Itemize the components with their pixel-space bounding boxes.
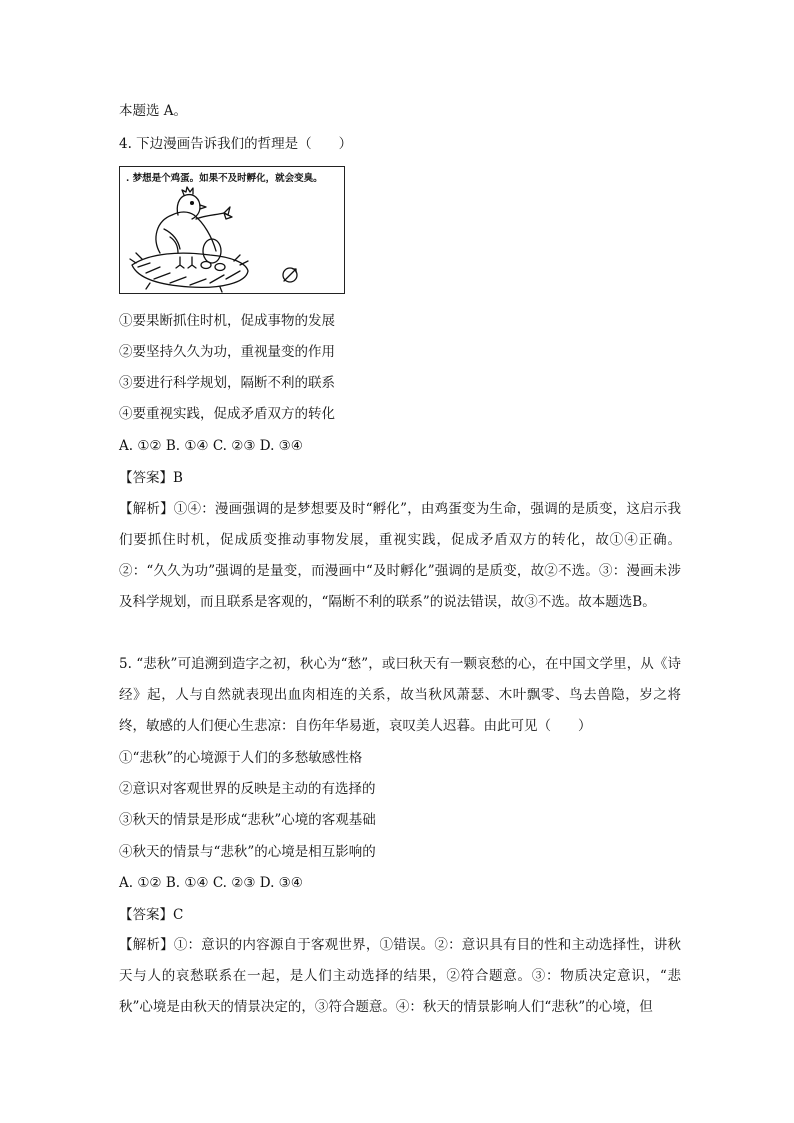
q4-answer: 【答案】B [119,470,183,486]
q4-option-2: ②要坚持久久为功，重视量变的作用 [119,344,335,360]
q4-option-1: ①要果断抓住时机，促成事物的发展 [119,313,335,329]
cartoon-figure [119,166,345,294]
cartoon-caption: . 梦想是个鸡蛋。如果不及时孵化，就会变臭。 [126,173,323,184]
hen-on-nest-illustration [120,167,346,295]
q5-option-3: ③秋天的情景是形成“悲秋”心境的客观基础 [119,812,376,828]
q5-option-2: ②意识对客观世界的反映是主动的有选择的 [119,781,376,797]
question-5-stem: 5. “悲秋”可追溯到造字之初，秋心为“愁”，或曰秋天有一颗哀愁的心，在中国文学里，从《诗经》起，人与自然就表现出血肉相连的关系，故当秋风萧瑟、木叶飘零、鸟去兽隐，岁之将终，敏感的人们便心生悲凉：自伤年华易逝，哀叹美人迟暮。由此可见（ ） [119,656,681,734]
question-4-stem: 4. 下边漫画告诉我们的哲理是（ ） [119,136,353,152]
q4-option-3: ③要进行科学规划，隔断不利的联系 [119,375,335,391]
q5-option-1: ①“悲秋”的心境源于人们的多愁敏感性格 [119,750,363,766]
q5-option-4: ④秋天的情景与“悲秋”的心境是相互影响的 [119,844,376,860]
previous-conclusion: 本题选 A。 [119,103,188,119]
q4-option-4: ④要重视实践，促成矛盾双方的转化 [119,406,335,422]
q4-analysis: 【解析】①④：漫画强调的是梦想要及时“孵化”，由鸡蛋变为生命，强调的是质变，这启示我们要抓住时机，促成质变推动事物发展，重视实践，促成矛盾双方的转化，故①④正确。②：“久久为功”强调的是量变，而漫画中“及时孵化”强调的是质变，故②不选。③：漫画未涉及科学规划，而且联系是客观的，“隔断不利的联系”的说法错误，故③不选。故本题选B。 [119,501,681,610]
q5-choices: A. ①② B. ①④ C. ②③ D. ③④ [119,875,303,891]
q4-choices: A. ①② B. ①④ C. ②③ D. ③④ [119,438,303,454]
q5-analysis: 【解析】①：意识的内容源自于客观世界，①错误。②：意识具有目的性和主动选择性，讲秋天与人的哀愁联系在一起，是人们主动选择的结果，②符合题意。③：物质决定意识，“悲秋”心境是由秋天的情景决定的，③符合题意。④：秋天的情景影响人们“悲秋”的心境，但 [119,937,681,1015]
q5-answer: 【答案】C [119,907,184,923]
